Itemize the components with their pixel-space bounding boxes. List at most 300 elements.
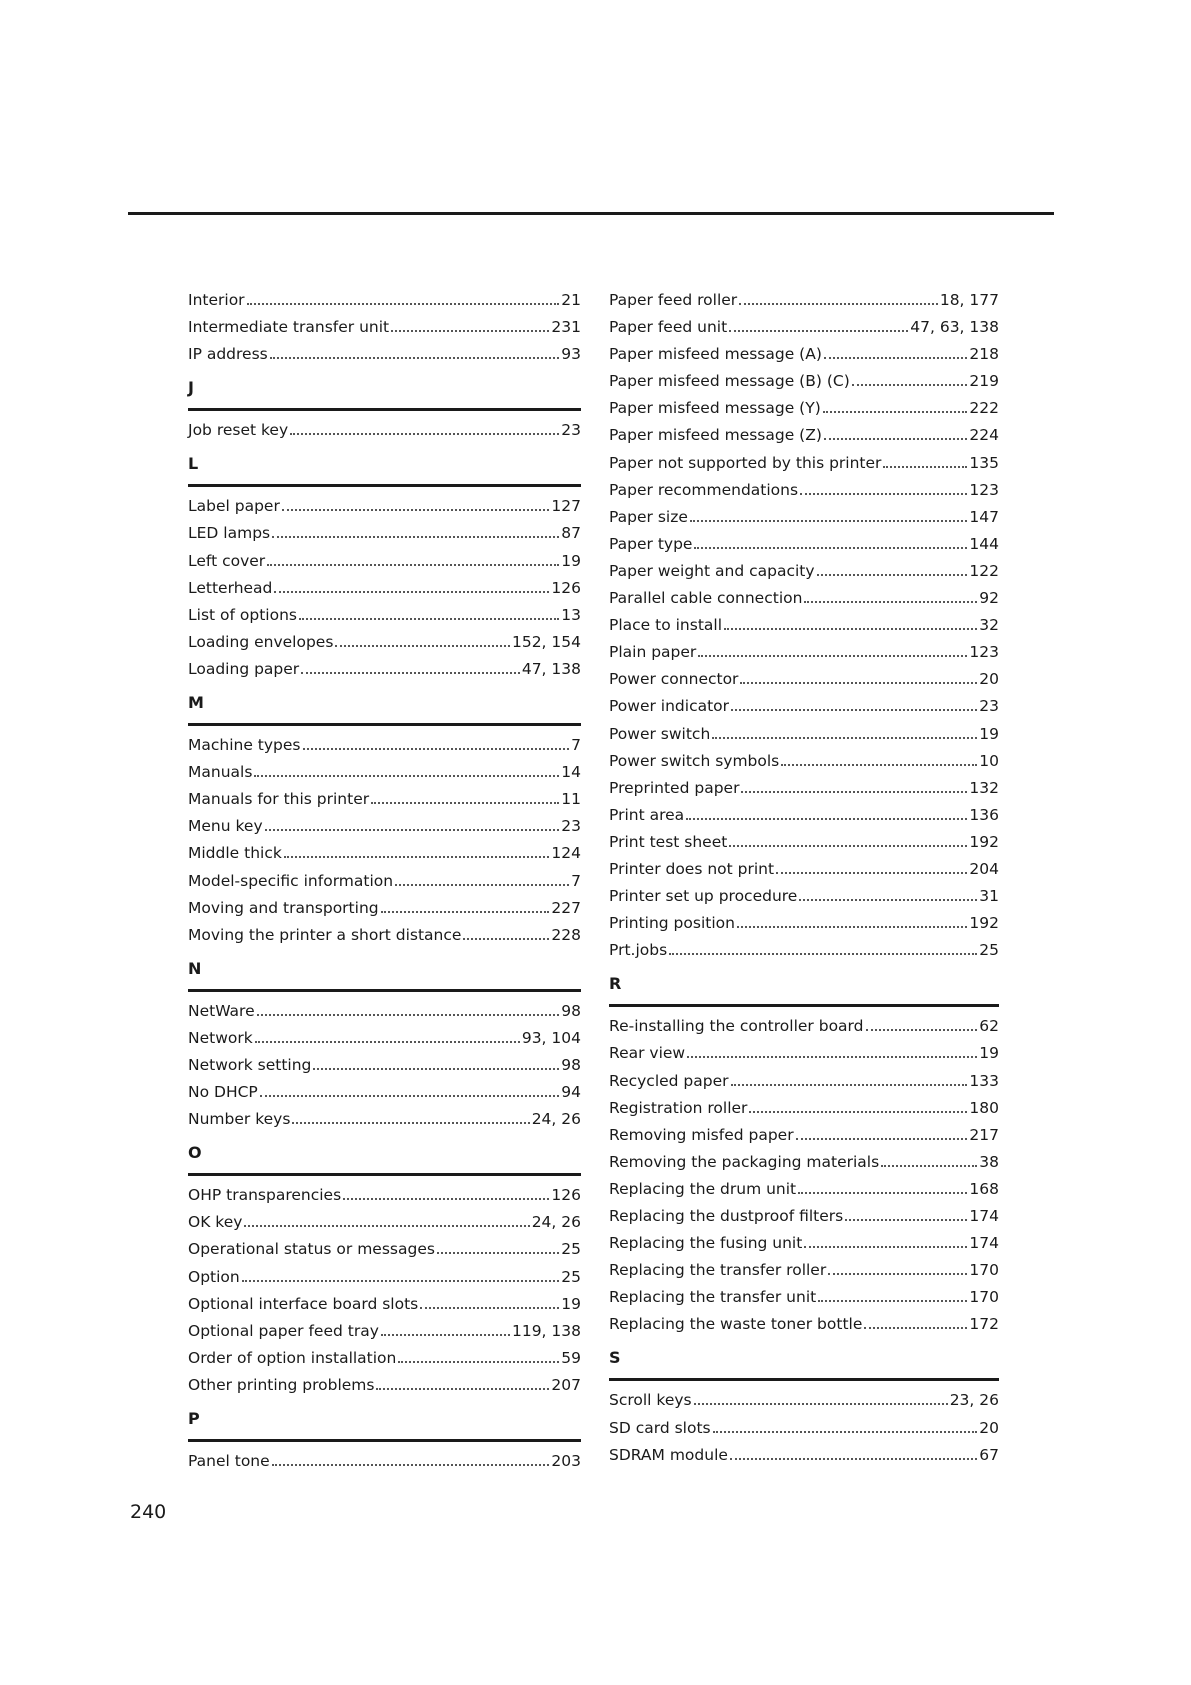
dot-leader <box>731 1084 968 1086</box>
dot-leader <box>804 1246 967 1248</box>
dot-leader <box>798 1192 967 1194</box>
index-entry <box>188 895 581 922</box>
index-page-ref: 93 <box>561 345 581 364</box>
dot-leader <box>272 536 559 538</box>
dot-leader <box>845 1219 967 1221</box>
section-letter-heading: L <box>188 450 581 487</box>
dot-leader <box>694 547 967 549</box>
dot-leader <box>824 357 968 359</box>
dot-leader <box>265 829 560 831</box>
dot-leader <box>694 1403 948 1405</box>
index-entry <box>609 829 999 856</box>
index-entry <box>188 1291 581 1318</box>
index-column-left <box>188 287 581 1475</box>
index-entry <box>609 693 999 720</box>
index-entry <box>609 1230 999 1257</box>
index-entry <box>609 531 999 558</box>
dot-leader <box>254 775 559 777</box>
dot-leader <box>335 645 510 647</box>
index-page-ref: 133 <box>969 1071 999 1090</box>
index-entry <box>188 1106 581 1133</box>
index-entry <box>609 1040 999 1067</box>
index-entry <box>609 721 999 748</box>
index-term: Paper feed roller <box>609 291 738 309</box>
dot-leader <box>463 938 549 940</box>
index-term: Loading paper <box>188 659 300 678</box>
index-page-ref: 135 <box>969 453 999 472</box>
dot-leader <box>272 1464 550 1466</box>
dot-leader <box>391 330 549 332</box>
index-term: Replacing the transfer roller <box>609 1261 827 1280</box>
dot-leader <box>686 818 967 820</box>
index-entry <box>188 575 581 602</box>
index-term: Registration roller <box>609 1098 748 1117</box>
index-entry <box>609 450 999 477</box>
index-page-ref: 14 <box>561 763 581 782</box>
index-entry <box>609 856 999 883</box>
dot-leader <box>313 1068 559 1070</box>
index-term: Scroll keys <box>609 1391 692 1410</box>
index-entry <box>609 612 999 639</box>
dot-leader <box>800 493 967 495</box>
index-page-ref: 124 <box>551 844 581 863</box>
dot-leader <box>690 520 968 522</box>
index-term: Panel tone <box>188 1452 270 1470</box>
dot-leader <box>776 872 967 874</box>
index-entry <box>609 775 999 802</box>
index-page-ref: 122 <box>969 561 999 580</box>
dot-leader <box>698 655 967 657</box>
index-term: Printer set up procedure <box>609 887 798 906</box>
index-entry <box>188 493 581 520</box>
index-term: Letterhead <box>188 578 273 597</box>
index-term: Replacing the dustproof filters <box>609 1207 844 1225</box>
index-term: Paper recommendations <box>609 480 799 499</box>
index-entry <box>188 868 581 895</box>
index-page-ref: 144 <box>969 534 999 553</box>
index-term: Optional paper feed tray <box>188 1321 379 1340</box>
index-term: SDRAM module <box>609 1445 728 1464</box>
dot-leader <box>260 1095 560 1097</box>
index-term: Optional interface board slots <box>188 1294 419 1313</box>
index-term: Plain paper <box>609 643 697 662</box>
index-page-ref: 11 <box>561 790 581 809</box>
index-entry <box>609 1311 999 1338</box>
index-term: Network setting <box>188 1055 312 1074</box>
index-page-ref: 47, 138 <box>521 659 581 678</box>
dot-leader <box>804 601 977 603</box>
index-term: Middle thick <box>188 844 282 863</box>
index-entry <box>609 422 999 449</box>
index-entry <box>188 840 581 867</box>
dot-leader <box>741 791 967 793</box>
index-term: Moving the printer a short distance <box>188 925 462 944</box>
index-term: Parallel cable connection <box>609 589 803 608</box>
index-term: Replacing the transfer unit <box>609 1288 817 1307</box>
index-page-ref: 23, 26 <box>949 1391 999 1410</box>
index-term: Recycled paper <box>609 1071 729 1090</box>
index-entry <box>609 1068 999 1095</box>
dot-leader <box>739 303 938 305</box>
index-term: Paper feed unit <box>609 318 728 337</box>
index-term: Model-specific information <box>188 871 394 890</box>
index-entry <box>188 1182 581 1209</box>
index-page-ref: 24, 26 <box>531 1110 581 1129</box>
index-term: Rear view <box>609 1044 686 1063</box>
dot-leader <box>883 466 967 468</box>
index-entry <box>188 629 581 656</box>
index-entry <box>609 1122 999 1149</box>
index-page-ref: 98 <box>561 1001 581 1020</box>
dot-leader <box>781 764 977 766</box>
index-entry <box>609 1176 999 1203</box>
index-entry <box>609 395 999 422</box>
index-entry <box>609 1284 999 1311</box>
index-entry <box>188 1052 581 1079</box>
index-page-ref: 23 <box>561 817 581 836</box>
dot-leader <box>303 748 570 750</box>
dot-leader <box>420 1307 559 1309</box>
section-letter-heading: P <box>188 1405 581 1442</box>
index-entry <box>188 1079 581 1106</box>
index-entry <box>188 1209 581 1236</box>
index-term: Intermediate transfer unit <box>188 318 390 337</box>
index-term: Printing position <box>609 914 735 933</box>
dot-leader <box>282 509 550 511</box>
index-term: Print area <box>609 805 685 824</box>
index-term: List of options <box>188 605 297 624</box>
index-page-ref: 228 <box>551 925 581 944</box>
dot-leader <box>299 618 559 620</box>
dot-leader <box>724 628 977 630</box>
index-term: Left cover <box>188 551 266 570</box>
index-page-ref: 192 <box>969 914 999 933</box>
index-entry <box>188 759 581 786</box>
index-page-ref: 38 <box>979 1152 999 1171</box>
index-term: Paper size <box>609 507 688 526</box>
index-page-ref: 174 <box>969 1207 999 1225</box>
index-page-ref: 174 <box>969 1234 999 1253</box>
dot-leader <box>730 1458 977 1460</box>
index-term: Moving and transporting <box>188 898 379 917</box>
index-page-ref: 47, 63, 138 <box>910 318 999 337</box>
index-term: Paper not supported by this printer <box>609 453 882 472</box>
index-page-ref: 218 <box>969 345 999 364</box>
index-term: Printer does not print <box>609 859 775 878</box>
dot-leader <box>818 1300 967 1302</box>
dot-leader <box>864 1327 967 1329</box>
index-entry <box>188 341 581 368</box>
index-entry <box>188 1345 581 1372</box>
index-page-ref: 132 <box>969 778 999 797</box>
section-letter-heading: J <box>188 374 581 411</box>
index-term: Preprinted paper <box>609 778 740 797</box>
index-entry <box>188 417 581 444</box>
index-page-ref: 25 <box>561 1240 581 1259</box>
index-page-ref: 219 <box>969 372 999 391</box>
index-term: Paper misfeed message (Y) <box>609 399 821 418</box>
dot-leader <box>270 357 560 359</box>
index-entry <box>609 937 999 964</box>
dot-leader <box>729 330 908 332</box>
index-page-ref: 23 <box>979 697 999 716</box>
dot-leader <box>381 1334 510 1336</box>
index-term: Paper weight and capacity <box>609 561 815 580</box>
index-term: OHP transparencies <box>188 1186 342 1205</box>
index-entry <box>609 1095 999 1122</box>
index-page-ref: 92 <box>979 589 999 608</box>
index-term: NetWare <box>188 1001 255 1020</box>
index-page-ref: 20 <box>979 1418 999 1437</box>
index-term: Paper misfeed message (Z) <box>609 426 822 445</box>
dot-leader <box>712 737 977 739</box>
dot-leader <box>737 926 967 928</box>
index-entry <box>609 883 999 910</box>
index-entry <box>609 287 999 314</box>
index-page-ref: 19 <box>561 551 581 570</box>
section-letter-heading: S <box>609 1344 999 1381</box>
index-page-ref: 13 <box>561 605 581 624</box>
index-term: Job reset key <box>188 421 289 440</box>
index-page-ref: 126 <box>551 1186 581 1205</box>
index-entry <box>188 314 581 341</box>
index-term: Replacing the fusing unit <box>609 1234 803 1253</box>
index-term: LED lamps <box>188 524 271 543</box>
index-entry <box>609 341 999 368</box>
index-page-ref: 25 <box>561 1267 581 1286</box>
index-term: Replacing the drum unit <box>609 1179 797 1198</box>
dot-leader <box>244 1225 529 1227</box>
dot-leader <box>284 856 550 858</box>
index-term: Power connector <box>609 670 739 689</box>
index-page-ref: 119, 138 <box>511 1321 581 1340</box>
index-page-ref: 147 <box>969 507 999 526</box>
dot-leader <box>799 899 977 901</box>
index-term: Manuals <box>188 763 253 782</box>
index-page-ref: 203 <box>551 1452 581 1470</box>
index-entry <box>188 1025 581 1052</box>
dot-leader <box>398 1361 559 1363</box>
index-page-ref: 123 <box>969 480 999 499</box>
dot-leader <box>729 845 967 847</box>
index-entry <box>188 1236 581 1263</box>
index-term: Order of option installation <box>188 1348 397 1367</box>
index-term: Label paper <box>188 497 280 516</box>
dot-leader <box>740 682 977 684</box>
dot-leader <box>274 591 549 593</box>
index-entry <box>188 287 581 314</box>
index-page-ref: 24, 26 <box>531 1213 581 1232</box>
section-letter-heading: O <box>188 1139 581 1176</box>
index-term: Removing the packaging materials <box>609 1152 880 1171</box>
index-page-ref: 123 <box>969 643 999 662</box>
dot-leader <box>343 1198 549 1200</box>
dot-leader <box>669 953 977 955</box>
index-entry <box>609 1203 999 1230</box>
index-page-ref: 180 <box>969 1098 999 1117</box>
page-number: 240 <box>130 1501 167 1523</box>
dot-leader <box>290 433 559 435</box>
dot-leader <box>687 1056 977 1058</box>
index-page-ref: 19 <box>979 1044 999 1063</box>
index-entry <box>609 1149 999 1176</box>
index-term: Paper misfeed message (A) <box>609 345 822 364</box>
index-entry <box>188 786 581 813</box>
index-term: Manuals for this printer <box>188 790 370 809</box>
index-entry <box>609 1013 999 1040</box>
index-page-ref: 172 <box>969 1315 999 1334</box>
dot-leader <box>823 411 968 413</box>
index-entry <box>188 602 581 629</box>
index-page-ref: 62 <box>979 1017 999 1036</box>
index-entry <box>609 1442 999 1469</box>
section-letter-heading: R <box>609 970 999 1007</box>
section-letter-heading: N <box>188 955 581 992</box>
index-page-ref: 127 <box>551 497 581 516</box>
index-page-ref: 87 <box>561 524 581 543</box>
index-term: Paper misfeed message (B) (C) <box>609 372 850 391</box>
index-page-ref: 136 <box>969 805 999 824</box>
index-term: Prt.jobs <box>609 941 668 960</box>
index-term: Operational status or messages <box>188 1240 435 1259</box>
index-page-ref: 25 <box>979 941 999 960</box>
index-entry <box>188 813 581 840</box>
dot-leader <box>257 1014 560 1016</box>
dot-leader <box>713 1431 978 1433</box>
index-entry <box>609 558 999 585</box>
index-entry <box>609 666 999 693</box>
index-entry <box>609 1257 999 1284</box>
index-term: Re-installing the controller board <box>609 1017 864 1036</box>
index-page-ref: 59 <box>561 1348 581 1367</box>
index-term: Replacing the waste toner bottle <box>609 1315 863 1334</box>
dot-leader <box>866 1029 978 1031</box>
index-page-ref: 93, 104 <box>521 1028 581 1047</box>
index-page-ref: 168 <box>969 1179 999 1198</box>
index-term: Print test sheet <box>609 832 728 851</box>
dot-leader <box>301 672 520 674</box>
index-page-ref: 19 <box>979 724 999 743</box>
index-page-ref: 20 <box>979 670 999 689</box>
index-entry <box>609 477 999 504</box>
dot-leader <box>255 1041 520 1043</box>
dot-leader <box>817 574 968 576</box>
index-entry <box>188 1264 581 1291</box>
dot-leader <box>437 1252 559 1254</box>
index-page-ref: 231 <box>551 318 581 337</box>
index-page-ref: 217 <box>969 1125 999 1144</box>
index-term: Paper type <box>609 534 693 553</box>
index-term: Option <box>188 1267 240 1286</box>
dot-leader <box>242 1280 560 1282</box>
index-page-ref: 19 <box>561 1294 581 1313</box>
index-page-ref: 152, 154 <box>511 632 581 651</box>
dot-leader <box>881 1165 977 1167</box>
index-column-right <box>609 287 999 1469</box>
section-letter-heading: M <box>188 689 581 726</box>
index-page-ref: 222 <box>969 399 999 418</box>
index-page-ref: 227 <box>551 898 581 917</box>
index-term: Power switch <box>609 724 711 743</box>
index-page-ref: 67 <box>979 1445 999 1464</box>
index-page-ref: 7 <box>571 871 581 890</box>
index-page-ref: 204 <box>969 859 999 878</box>
index-term: Network <box>188 1028 253 1047</box>
index-entry <box>609 1415 999 1442</box>
index-page-ref: 170 <box>969 1261 999 1280</box>
dot-leader <box>828 1273 967 1275</box>
index-term: Menu key <box>188 817 263 836</box>
index-page-ref: 224 <box>969 426 999 445</box>
dot-leader <box>371 802 559 804</box>
index-page-ref: 23 <box>561 421 581 440</box>
index-entry <box>609 748 999 775</box>
index-entry <box>188 520 581 547</box>
index-entry <box>188 656 581 683</box>
dot-leader <box>824 438 968 440</box>
index-page-ref: 192 <box>969 832 999 851</box>
index-entry <box>188 922 581 949</box>
index-term: Loading envelopes <box>188 632 334 651</box>
index-page-ref: 207 <box>551 1375 581 1394</box>
index-term: Power switch symbols <box>609 751 780 770</box>
index-entry <box>609 585 999 612</box>
dot-leader <box>247 303 560 305</box>
dot-leader <box>395 884 569 886</box>
index-term: Other printing problems <box>188 1375 375 1394</box>
index-term: No DHCP <box>188 1083 258 1102</box>
index-term: Interior <box>188 291 245 309</box>
index-entry <box>609 504 999 531</box>
dot-leader <box>267 564 559 566</box>
index-page-ref: 94 <box>561 1083 581 1102</box>
index-page-ref: 170 <box>969 1288 999 1307</box>
dot-leader <box>852 384 968 386</box>
header-rule <box>128 212 1054 215</box>
dot-leader <box>749 1111 967 1113</box>
dot-leader <box>292 1122 529 1124</box>
index-entry <box>609 910 999 937</box>
index-term: Place to install <box>609 616 723 635</box>
dot-leader <box>376 1388 549 1390</box>
index-entry <box>609 314 999 341</box>
index-term: Machine types <box>188 736 301 755</box>
index-page-ref: 126 <box>551 578 581 597</box>
index-page-ref: 21 <box>561 291 581 309</box>
index-entry <box>188 1372 581 1399</box>
index-term: SD card slots <box>609 1418 711 1437</box>
index-entry <box>609 368 999 395</box>
dot-leader <box>381 911 550 913</box>
index-page-ref: 32 <box>979 616 999 635</box>
index-page-ref: 31 <box>979 887 999 906</box>
index-page-ref: 98 <box>561 1055 581 1074</box>
dot-leader <box>731 709 977 711</box>
index-term: Removing misfed paper <box>609 1125 794 1144</box>
index-page-ref: 10 <box>979 751 999 770</box>
index-term: IP address <box>188 345 268 364</box>
index-term: Power indicator <box>609 697 730 716</box>
index-entry <box>188 1448 581 1475</box>
index-entry <box>188 998 581 1025</box>
index-term: Number keys <box>188 1110 291 1129</box>
index-page-ref: 18, 177 <box>939 291 999 309</box>
index-entry <box>188 732 581 759</box>
dot-leader <box>796 1138 968 1140</box>
index-page-ref: 7 <box>571 736 581 755</box>
index-entry <box>188 548 581 575</box>
index-entry <box>188 1318 581 1345</box>
